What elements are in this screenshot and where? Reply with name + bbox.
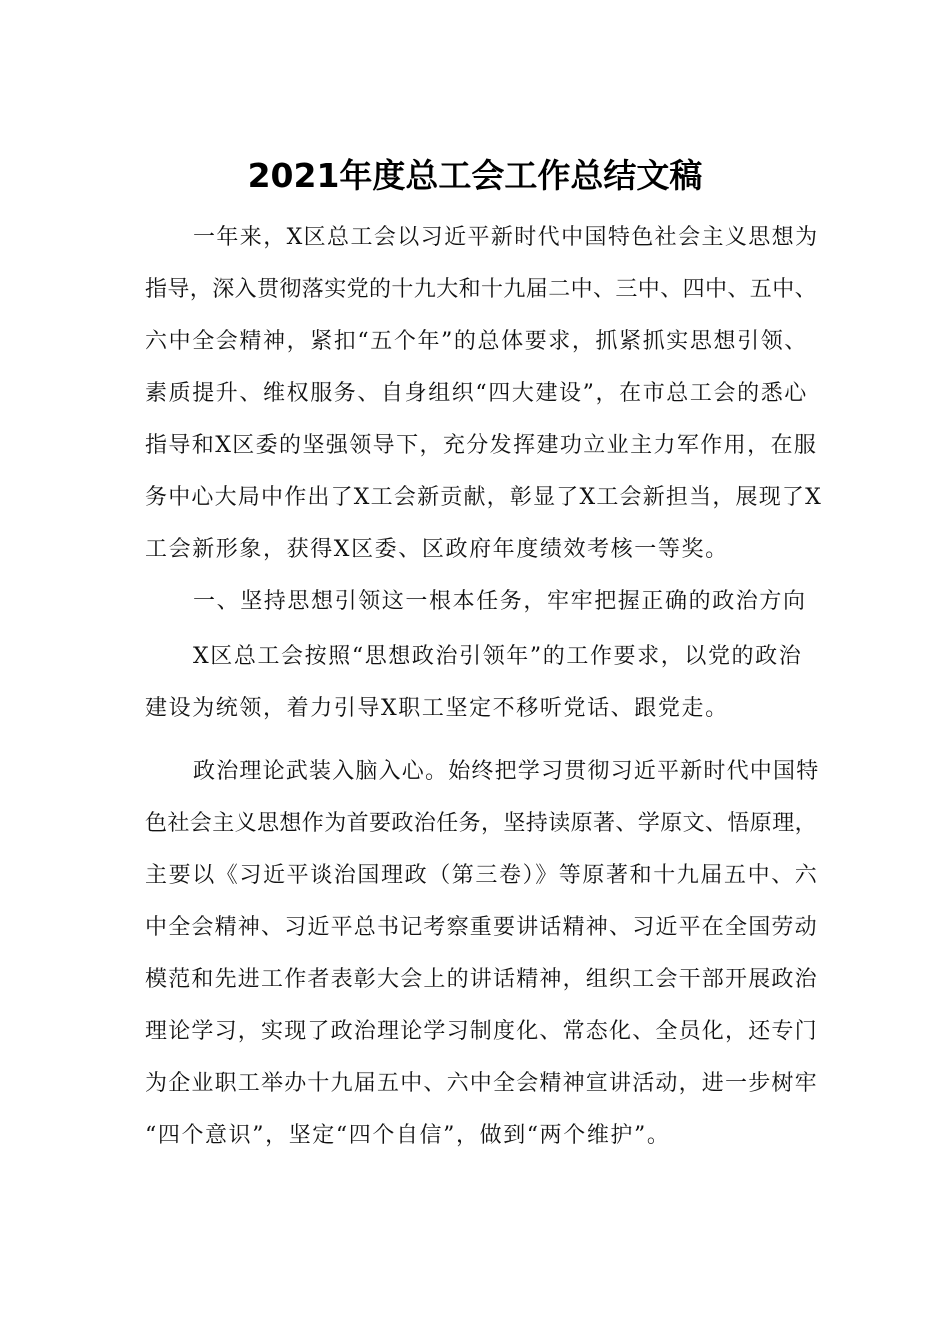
document-title: 2021年度总工会工作总结文稿 [247, 156, 703, 195]
paragraph-3-line-4: 中全会精神、习近平总书记考察重要讲话精神、习近平在全国劳动 [145, 915, 818, 940]
paragraph-3-line-6: 理论学习，实现了政治理论学习制度化、常态化、全员化，还专门 [145, 1019, 818, 1044]
paragraph-1-line-1: 一年来，X区总工会以习近平新时代中国特色社会主义思想为 [193, 225, 819, 250]
paragraph-2-line-2: 建设为统领，着力引导X职工坚定不移听党话、跟党走。 [145, 696, 729, 721]
paragraph-3-line-1: 政治理论武装入脑入心。始终把学习贯彻习近平新时代中国特 [193, 759, 820, 784]
section-heading-1: 一、坚持思想引领这一根本任务，牢牢把握正确的政治方向 [193, 589, 807, 614]
paragraph-3-line-2: 色社会主义思想作为首要政治任务，坚持读原著、学原文、悟原理， [145, 811, 818, 836]
paragraph-3-line-8: “四个意识”，坚定“四个自信”，做到“两个维护”。 [145, 1123, 671, 1148]
paragraph-1-line-7: 工会新形象，获得X区委、区政府年度绩效考核一等奖。 [145, 537, 729, 562]
paragraph-1-line-6: 务中心大局中作出了X工会新贡献，彰显了X工会新担当，展现了X [145, 485, 822, 510]
paragraph-1-line-2: 指导，深入贯彻落实党的十九大和十九届二中、三中、四中、五中、 [145, 277, 818, 302]
paragraph-1-line-3: 六中全会精神，紧扣“五个年”的总体要求，抓紧抓实思想引领、 [145, 329, 808, 354]
paragraph-3-line-5: 模范和先进工作者表彰大会上的讲话精神，组织工会干部开展政治 [145, 967, 818, 992]
paragraph-2-line-1: X区总工会按照“思想政治引领年”的工作要求，以党的政治 [193, 644, 803, 669]
paragraph-1-line-5: 指导和X区委的坚强领导下，充分发挥建功立业主力军作用，在服 [145, 433, 818, 458]
paragraph-3-line-3: 主要以《习近平谈治国理政（第三卷）》等原著和十九届五中、六 [145, 863, 819, 888]
paragraph-3-line-7: 为企业职工举办十九届五中、六中全会精神宣讲活动，进一步树牢 [145, 1071, 818, 1096]
paragraph-1-line-4: 素质提升、维权服务、自身组织“四大建设”，在市总工会的悉心 [145, 381, 808, 406]
